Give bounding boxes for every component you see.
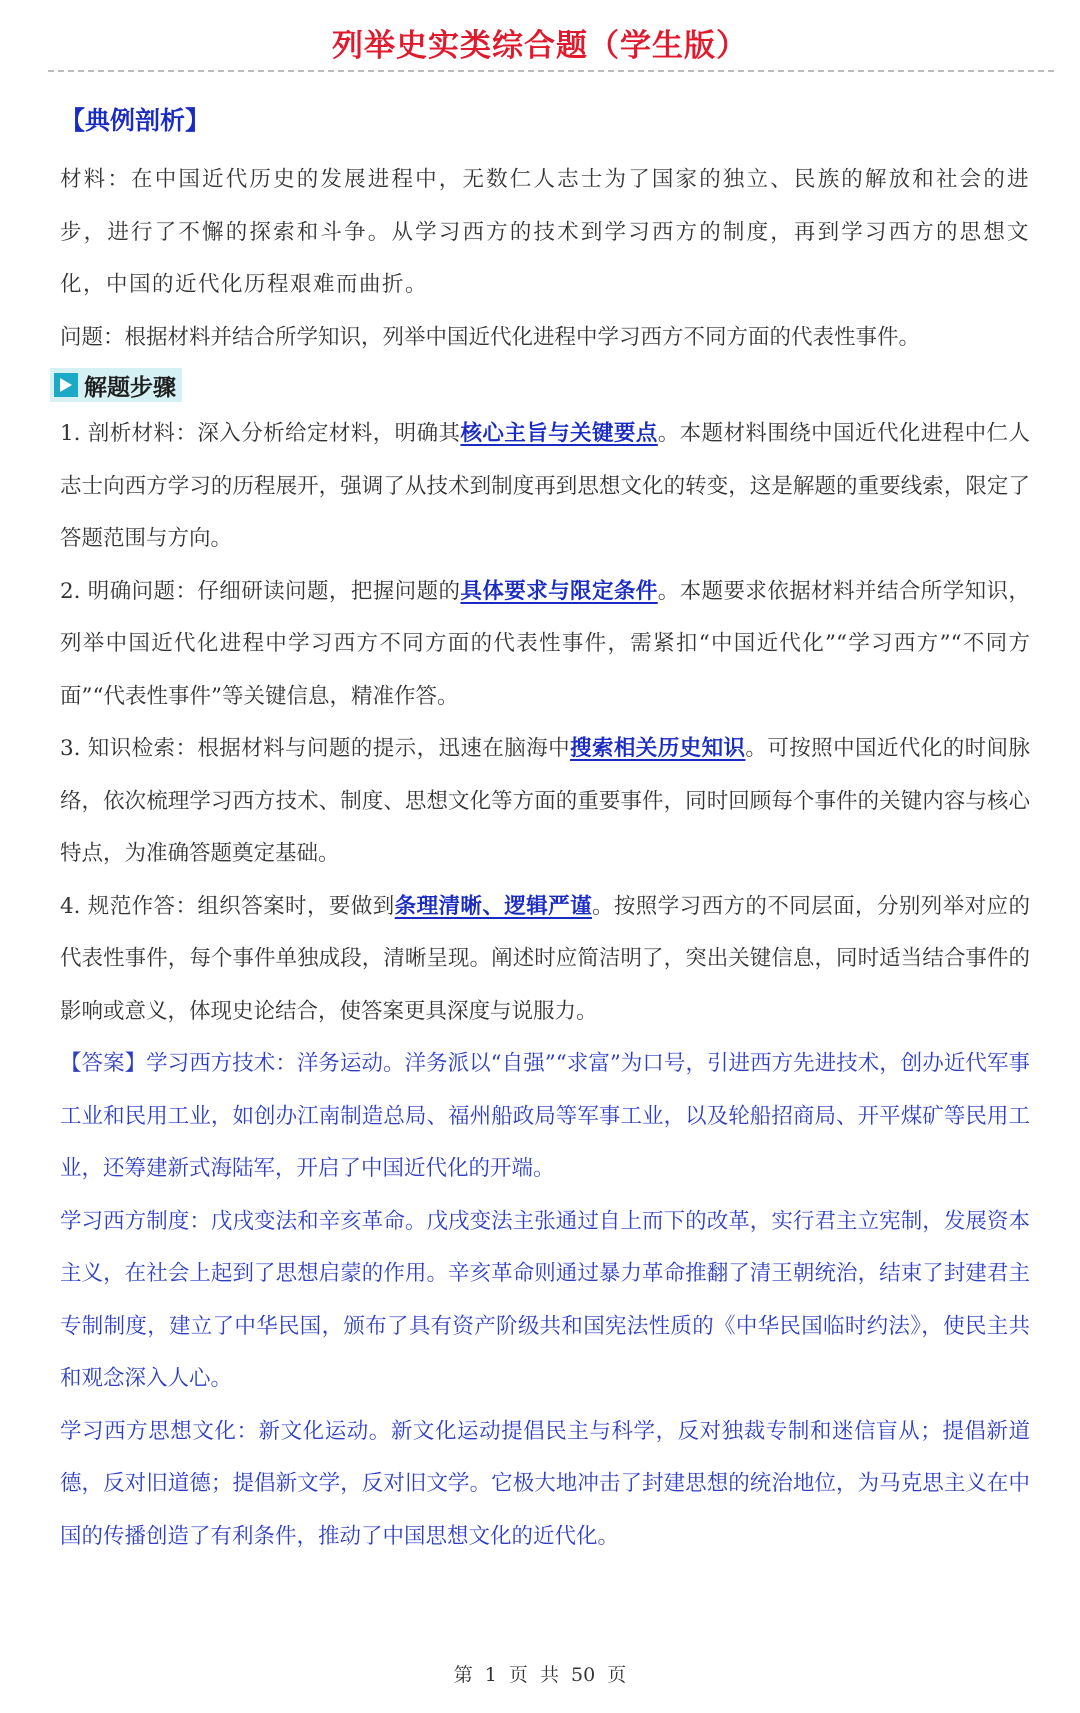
answer-tech-paragraph	[60, 1038, 1030, 1196]
step-item	[60, 566, 1030, 724]
step-text: 。本题要求依据材料并结合所学知识，列举中国近代化进程中学习西方不同方面的代表性事件，需紧扣“中国近代化”“学习西方”“不同方面”“代表性事件”等关键信息，精准作答。	[60, 578, 1030, 709]
step-text: 4. 规范作答：组织答案时，要做到	[60, 893, 395, 919]
step-item	[60, 881, 1030, 1039]
step-text: 。可按照中国近代化的时间脉络，依次梳理学习西方技术、制度、思想文化等方面的重要事件，同时回顾每个事件的关键内容与核心特点，为准确答题奠定基础。	[60, 736, 1030, 866]
material-paragraph: 材料：在中国近代历史的发展进程中，无数仁人志士为了国家的独立、民族的解放和社会的进步，进行了不懈的探索和斗争。从学习西方的技术到学习西方的制度，再到学习西方的思想文化，中国的近代化历程艰难而曲折。	[60, 167, 1030, 297]
question-paragraph: 问题：根据材料并结合所学知识，列举中国近代化进程中学习西方不同方面的代表性事件。	[60, 324, 921, 350]
example-heading: 【典例剖析】	[60, 106, 211, 135]
steps-heading	[50, 368, 182, 402]
page-title: 列举史实类综合题（学生版）	[332, 28, 748, 64]
answer-text: 学习西方技术：洋务运动。洋务派以“自强”“求富”为口号，引进西方先进技术，创办近代军事工业和民用工业，如创办江南制造总局、福州船政局等军事工业，以及轮船招商局、开平煤矿等民用工业，还筹建新式海陆军，开启了中国近代化的开端。	[60, 1051, 1030, 1181]
page-number: 第 1 页 共 50 页	[453, 1664, 627, 1686]
answer-culture-paragraph: 学习西方思想文化：新文化运动。新文化运动提倡民主与科学，反对独裁专制和迷信盲从；提倡新道德，反对旧道德；提倡新文学，反对旧文学。它极大地冲击了封建思想的统治地位，为马克思主义在中国的传播创造了有利条件，推动了中国思想文化的近代化。	[60, 1418, 1030, 1549]
title-divider	[48, 70, 1054, 72]
step-text: 。本题材料围绕中国近代化进程中仁人志士向西方学习的历程展开，强调了从技术到制度再到思想文化的转变，这是解题的重要线索，限定了答题范围与方向。	[60, 421, 1030, 551]
answer-label: 【答案】	[60, 1051, 147, 1076]
step-text: 1. 剖析材料：深入分析给定材料，明确其	[60, 421, 461, 446]
step-key-point: 条理清晰、逻辑严谨	[394, 893, 592, 919]
answer-system-paragraph: 学习西方制度：戊戌变法和辛亥革命。戊戌变法主张通过自上而下的改革，实行君主立宪制，发展资本主义，在社会上起到了思想启蒙的作用。辛亥革命则通过暴力革命推翻了清王朝统治，结束了封建君主专制制度，建立了中华民国，颁布了具有资产阶级共和国宪法性质的《中华民国临时约法》，使民主共和观念深入人心。	[60, 1208, 1030, 1391]
step-item	[60, 723, 1030, 881]
step-text: 。按照学习西方的不同层面，分别列举对应的代表性事件，每个事件单独成段，清晰呈现。阐述时应简洁明了，突出关键信息，同时适当结合事件的影响或意义，体现史论结合，使答案更具深度与说服力。	[60, 893, 1030, 1024]
step-text: 2. 明确问题：仔细研读问题，把握问题的	[60, 578, 461, 604]
play-triangle-icon	[54, 373, 78, 397]
step-text: 3. 知识检索：根据材料与问题的提示，迅速在脑海中	[60, 736, 571, 761]
step-item	[60, 408, 1030, 566]
step-key-point: 核心主旨与关键要点	[460, 421, 658, 446]
step-key-point: 具体要求与限定条件	[460, 578, 658, 604]
steps-heading-label: 解题步骤	[84, 374, 176, 401]
step-key-point: 搜索相关历史知识	[570, 736, 746, 761]
document-body	[60, 104, 1030, 1563]
